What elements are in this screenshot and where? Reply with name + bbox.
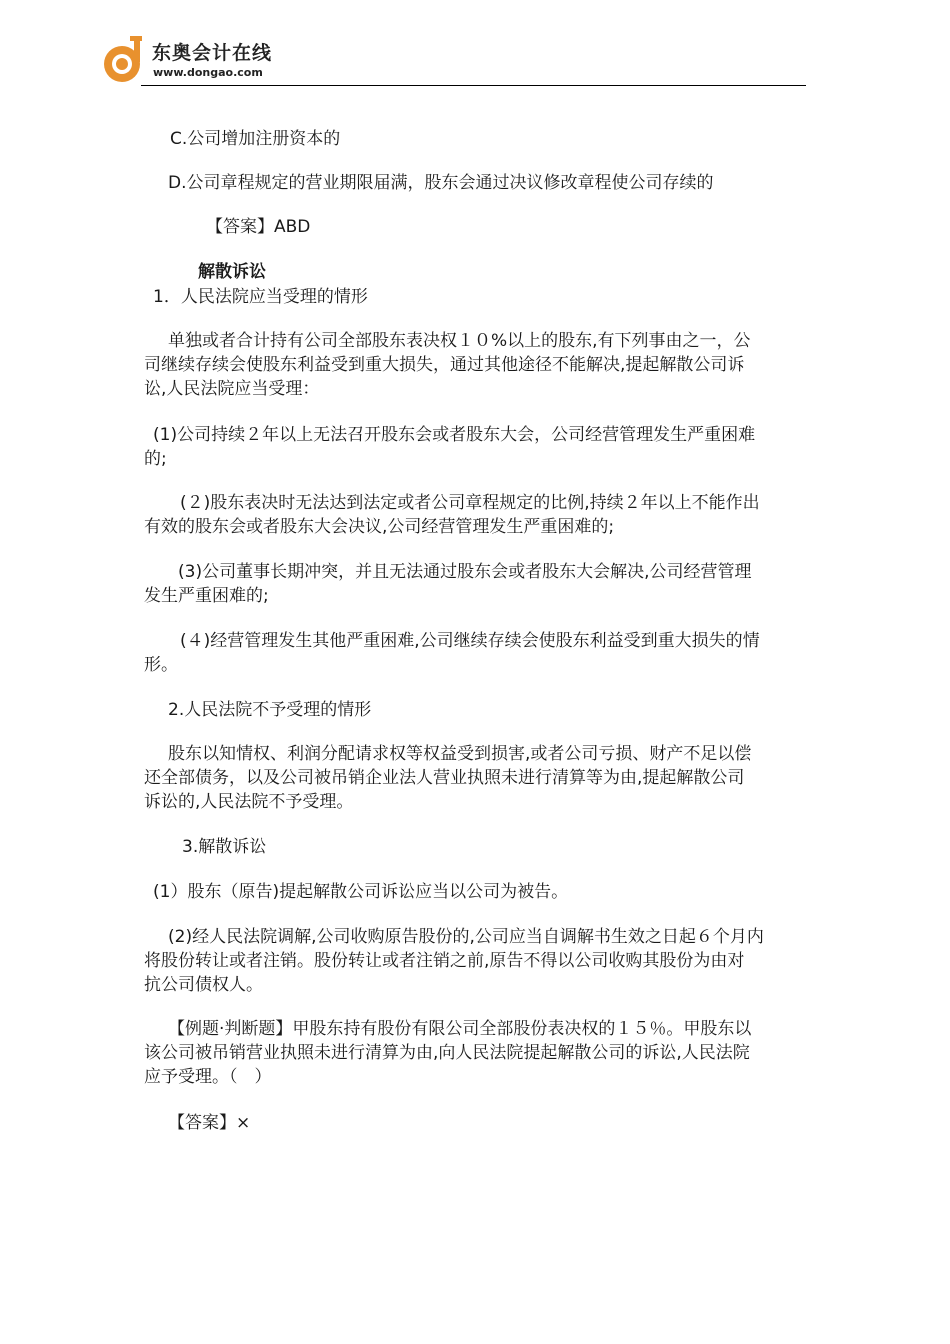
para-2-line-2: 还全部债务，以及公司被吊销企业法人营业执照未进行清算等为由,提起解散公司 — [144, 768, 745, 788]
section-title: 解散诉讼 — [198, 262, 266, 282]
para-2-line-3: 诉讼的,人民法院不予受理。 — [144, 792, 354, 812]
item-2-line-1: (２)股东表决时无法达到法定或者公司章程规定的比例,持续２年以上不能作出 — [180, 493, 760, 513]
heading-3: 3.解散诉讼 — [182, 837, 267, 857]
item-4-line-2: 形。 — [144, 655, 178, 675]
logo-url: www.dongao.com — [153, 66, 263, 79]
item-1-line-2: 的; — [144, 449, 167, 469]
answer-2: 【答案】× — [168, 1113, 251, 1133]
answer-1: 【答案】ABD — [206, 217, 311, 237]
suit-2-line-2: 将股份转让或者注销。股份转让或者注销之前,原告不得以公司收购其股份为由对 — [144, 951, 745, 971]
example-line-1: 【例题·判断题】甲股东持有股份有限公司全部股份表决权的１５％。甲股东以 — [168, 1019, 752, 1039]
example-line-3: 应予受理。（ ） — [144, 1067, 272, 1087]
page-header — [100, 32, 806, 88]
intro-line-1: 单独或者合计持有公司全部股东表决权１０%以上的股东,有下列事由之一，公 — [168, 331, 751, 351]
dongao-logo-icon — [100, 34, 150, 84]
header-rule — [141, 85, 806, 86]
example-line-2: 该公司被吊销营业执照未进行清算为由,向人民法院提起解散公司的诉讼,人民法院 — [144, 1043, 750, 1063]
item-1-line-1: (1)公司持续２年以上无法召开股东会或者股东大会，公司经营管理发生严重困难 — [153, 425, 756, 445]
item-3-line-1: (3)公司董事长期冲突，并且无法通过股东会或者股东大会解决,公司经营管理 — [178, 562, 752, 582]
option-d: D.公司章程规定的营业期限届满，股东会通过决议修改章程使公司存续的 — [168, 173, 714, 193]
suit-2-line-3: 抗公司债权人。 — [144, 975, 263, 995]
heading-2: 2.人民法院不予受理的情形 — [168, 700, 372, 720]
intro-line-3: 讼,人民法院应当受理： — [144, 379, 320, 399]
option-c: C.公司增加注册资本的 — [170, 129, 341, 149]
heading-1: 1．人民法院应当受理的情形 — [153, 287, 368, 307]
para-2-line-1: 股东以知情权、利润分配请求权等权益受到损害,或者公司亏损、财产不足以偿 — [168, 744, 752, 764]
intro-line-2: 司继续存续会使股东利益受到重大损失，通过其他途径不能解决,提起解散公司诉 — [144, 355, 745, 375]
logo-name: 东奥会计在线 — [152, 42, 273, 64]
suit-2-line-1: (2)经人民法院调解,公司收购原告股份的,公司应当自调解书生效之日起６个月内 — [168, 927, 764, 947]
item-2-line-2: 有效的股东会或者股东大会决议,公司经营管理发生严重困难的; — [144, 517, 615, 537]
item-4-line-1: (４)经营管理发生其他严重困难,公司继续存续会使股东利益受到重大损失的情 — [180, 631, 760, 651]
item-3-line-2: 发生严重困难的; — [144, 586, 269, 606]
suit-1: (1）股东（原告)提起解散公司诉讼应当以公司为被告。 — [153, 882, 569, 902]
